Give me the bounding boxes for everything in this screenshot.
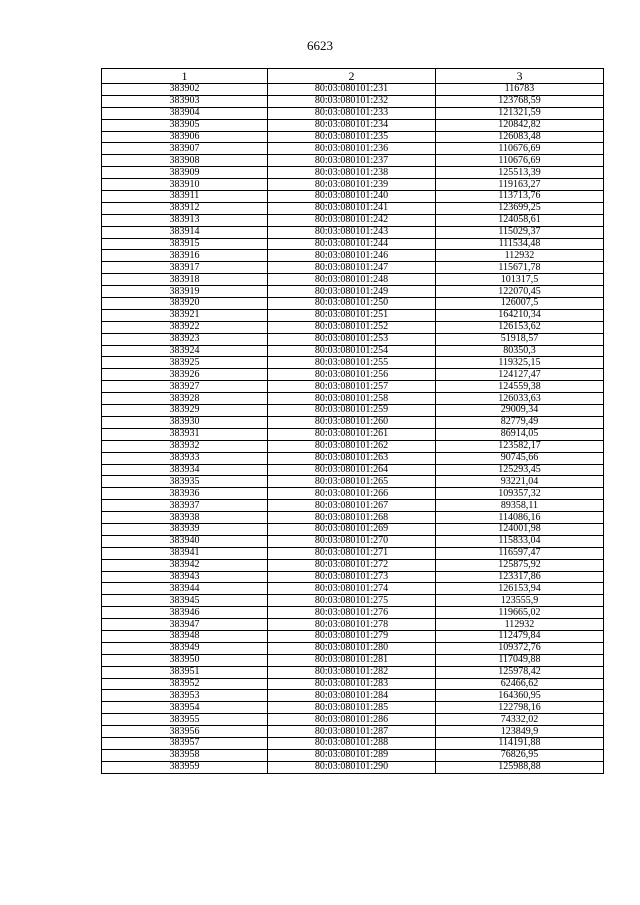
- cadastral-number-cell: 80:03:080101:258: [268, 393, 436, 405]
- value-cell: 80350,3: [436, 345, 604, 357]
- row-number-cell: 383949: [102, 642, 268, 654]
- table-row: [102, 761, 604, 773]
- cadastral-number-cell: 80:03:080101:290: [268, 761, 436, 773]
- table-row: [102, 571, 604, 583]
- table-row: [102, 416, 604, 428]
- value-cell: 93221,04: [436, 476, 604, 488]
- cadastral-number-cell: 80:03:080101:282: [268, 666, 436, 678]
- value-cell: 126153,62: [436, 321, 604, 333]
- table-row: [102, 155, 604, 167]
- cadastral-number-cell: 80:03:080101:288: [268, 737, 436, 749]
- cadastral-number-cell: 80:03:080101:259: [268, 405, 436, 417]
- row-number-cell: 383953: [102, 690, 268, 702]
- value-cell: 110676,69: [436, 155, 604, 167]
- cadastral-number-cell: 80:03:080101:236: [268, 143, 436, 155]
- value-cell: 101317,5: [436, 274, 604, 286]
- cadastral-number-cell: 80:03:080101:248: [268, 274, 436, 286]
- value-cell: 112932: [436, 619, 604, 631]
- cadastral-number-cell: 80:03:080101:234: [268, 119, 436, 131]
- cadastral-number-cell: 80:03:080101:261: [268, 428, 436, 440]
- value-cell: 112932: [436, 250, 604, 262]
- table-row: [102, 737, 604, 749]
- row-number-cell: 383910: [102, 179, 268, 191]
- value-cell: 124001,98: [436, 523, 604, 535]
- table-row: [102, 131, 604, 143]
- row-number-cell: 383906: [102, 131, 268, 143]
- table-row: [102, 369, 604, 381]
- row-number-cell: 383923: [102, 333, 268, 345]
- cadastral-number-cell: 80:03:080101:274: [268, 583, 436, 595]
- value-cell: 120842,82: [436, 119, 604, 131]
- cadastral-number-cell: 80:03:080101:284: [268, 690, 436, 702]
- cadastral-number-cell: 80:03:080101:235: [268, 131, 436, 143]
- row-number-cell: 383904: [102, 107, 268, 119]
- cadastral-number-cell: 80:03:080101:273: [268, 571, 436, 583]
- cadastral-number-cell: 80:03:080101:272: [268, 559, 436, 571]
- table-row: [102, 202, 604, 214]
- row-number-cell: 383952: [102, 678, 268, 690]
- table-row: [102, 191, 604, 203]
- cadastral-number-cell: 80:03:080101:276: [268, 607, 436, 619]
- row-number-cell: 383902: [102, 84, 268, 96]
- cadastral-number-cell: 80:03:080101:289: [268, 749, 436, 761]
- value-cell: 110676,69: [436, 143, 604, 155]
- row-number-cell: 383931: [102, 428, 268, 440]
- value-cell: 124058,61: [436, 214, 604, 226]
- table-header-row: [102, 69, 604, 84]
- table-header: [102, 69, 604, 84]
- value-cell: 123768,59: [436, 95, 604, 107]
- value-cell: 123317,86: [436, 571, 604, 583]
- value-cell: 109357,32: [436, 488, 604, 500]
- cadastral-number-cell: 80:03:080101:257: [268, 381, 436, 393]
- row-number-cell: 383951: [102, 666, 268, 678]
- column-header-1: 1: [102, 69, 268, 84]
- cadastral-number-cell: 80:03:080101:265: [268, 476, 436, 488]
- table-row: [102, 690, 604, 702]
- table-row: [102, 393, 604, 405]
- column-header-2: 2: [268, 69, 436, 84]
- value-cell: 126153,94: [436, 583, 604, 595]
- table-row: [102, 488, 604, 500]
- cadastral-number-cell: 80:03:080101:252: [268, 321, 436, 333]
- row-number-cell: 383905: [102, 119, 268, 131]
- table-row: [102, 428, 604, 440]
- data-table: [101, 68, 604, 774]
- row-number-cell: 383945: [102, 595, 268, 607]
- row-number-cell: 383955: [102, 714, 268, 726]
- table-row: [102, 321, 604, 333]
- cadastral-number-cell: 80:03:080101:254: [268, 345, 436, 357]
- row-number-cell: 383911: [102, 191, 268, 203]
- cadastral-number-cell: 80:03:080101:253: [268, 333, 436, 345]
- value-cell: 112479,84: [436, 630, 604, 642]
- row-number-cell: 383903: [102, 95, 268, 107]
- value-cell: 114191,88: [436, 737, 604, 749]
- table-row: [102, 286, 604, 298]
- row-number-cell: 383954: [102, 702, 268, 714]
- table-row: [102, 500, 604, 512]
- table-row: [102, 678, 604, 690]
- cadastral-number-cell: 80:03:080101:287: [268, 726, 436, 738]
- row-number-cell: 383947: [102, 619, 268, 631]
- row-number-cell: 383942: [102, 559, 268, 571]
- cadastral-number-cell: 80:03:080101:278: [268, 619, 436, 631]
- value-cell: 164360,95: [436, 690, 604, 702]
- row-number-cell: 383932: [102, 440, 268, 452]
- table-row: [102, 381, 604, 393]
- value-cell: 126033,63: [436, 393, 604, 405]
- value-cell: 116597,47: [436, 547, 604, 559]
- value-cell: 125875,92: [436, 559, 604, 571]
- value-cell: 126007,5: [436, 298, 604, 310]
- table-row: [102, 179, 604, 191]
- value-cell: 86914,05: [436, 428, 604, 440]
- table-row: [102, 84, 604, 96]
- table-row: [102, 95, 604, 107]
- table-row: [102, 107, 604, 119]
- cadastral-number-cell: 80:03:080101:246: [268, 250, 436, 262]
- value-cell: 117049,88: [436, 654, 604, 666]
- value-cell: 125978,42: [436, 666, 604, 678]
- cadastral-number-cell: 80:03:080101:279: [268, 630, 436, 642]
- row-number-cell: 383916: [102, 250, 268, 262]
- value-cell: 124127,47: [436, 369, 604, 381]
- page-number: 6623: [307, 38, 333, 53]
- cadastral-number-cell: 80:03:080101:275: [268, 595, 436, 607]
- row-number-cell: 383919: [102, 286, 268, 298]
- table-row: [102, 452, 604, 464]
- cadastral-number-cell: 80:03:080101:250: [268, 298, 436, 310]
- row-number-cell: 383936: [102, 488, 268, 500]
- value-cell: 90745,66: [436, 452, 604, 464]
- row-number-cell: 383930: [102, 416, 268, 428]
- cadastral-number-cell: 80:03:080101:240: [268, 191, 436, 203]
- cadastral-number-cell: 80:03:080101:237: [268, 155, 436, 167]
- value-cell: 74332,02: [436, 714, 604, 726]
- cadastral-number-cell: 80:03:080101:239: [268, 179, 436, 191]
- cadastral-number-cell: 80:03:080101:232: [268, 95, 436, 107]
- row-number-cell: 383907: [102, 143, 268, 155]
- cadastral-number-cell: 80:03:080101:286: [268, 714, 436, 726]
- table-body: [102, 84, 604, 774]
- row-number-cell: 383917: [102, 262, 268, 274]
- table-row: [102, 630, 604, 642]
- value-cell: 89358,11: [436, 500, 604, 512]
- row-number-cell: 383950: [102, 654, 268, 666]
- row-number-cell: 383909: [102, 167, 268, 179]
- cadastral-number-cell: 80:03:080101:262: [268, 440, 436, 452]
- table-row: [102, 119, 604, 131]
- value-cell: 119325,15: [436, 357, 604, 369]
- cadastral-number-cell: 80:03:080101:244: [268, 238, 436, 250]
- table-row: [102, 309, 604, 321]
- value-cell: 116783: [436, 84, 604, 96]
- table-row: [102, 405, 604, 417]
- row-number-cell: 383914: [102, 226, 268, 238]
- cadastral-number-cell: 80:03:080101:249: [268, 286, 436, 298]
- table-row: [102, 607, 604, 619]
- table-row: [102, 464, 604, 476]
- column-header-3: 3: [436, 69, 604, 84]
- table-row: [102, 559, 604, 571]
- value-cell: 76826,95: [436, 749, 604, 761]
- row-number-cell: 383928: [102, 393, 268, 405]
- value-cell: 122070,45: [436, 286, 604, 298]
- row-number-cell: 383926: [102, 369, 268, 381]
- value-cell: 164210,34: [436, 309, 604, 321]
- row-number-cell: 383959: [102, 761, 268, 773]
- row-number-cell: 383918: [102, 274, 268, 286]
- table-row: [102, 440, 604, 452]
- cadastral-number-cell: 80:03:080101:238: [268, 167, 436, 179]
- table-row: [102, 345, 604, 357]
- table-row: [102, 666, 604, 678]
- cadastral-number-cell: 80:03:080101:269: [268, 523, 436, 535]
- row-number-cell: 383940: [102, 535, 268, 547]
- value-cell: 119665,02: [436, 607, 604, 619]
- value-cell: 113713,76: [436, 191, 604, 203]
- cadastral-number-cell: 80:03:080101:255: [268, 357, 436, 369]
- table-row: [102, 523, 604, 535]
- cadastral-number-cell: 80:03:080101:256: [268, 369, 436, 381]
- row-number-cell: 383946: [102, 607, 268, 619]
- row-number-cell: 383935: [102, 476, 268, 488]
- table-row: [102, 642, 604, 654]
- value-cell: 109372,76: [436, 642, 604, 654]
- table-row: [102, 535, 604, 547]
- row-number-cell: 383927: [102, 381, 268, 393]
- row-number-cell: 383915: [102, 238, 268, 250]
- table-row: [102, 298, 604, 310]
- table-row: [102, 476, 604, 488]
- value-cell: 119163,27: [436, 179, 604, 191]
- row-number-cell: 383913: [102, 214, 268, 226]
- value-cell: 122798,16: [436, 702, 604, 714]
- row-number-cell: 383956: [102, 726, 268, 738]
- cadastral-number-cell: 80:03:080101:247: [268, 262, 436, 274]
- table-row: [102, 654, 604, 666]
- table-row: [102, 357, 604, 369]
- row-number-cell: 383908: [102, 155, 268, 167]
- cadastral-number-cell: 80:03:080101:271: [268, 547, 436, 559]
- row-number-cell: 383934: [102, 464, 268, 476]
- row-number-cell: 383938: [102, 512, 268, 524]
- value-cell: 111534,48: [436, 238, 604, 250]
- row-number-cell: 383937: [102, 500, 268, 512]
- cadastral-number-cell: 80:03:080101:270: [268, 535, 436, 547]
- value-cell: 125293,45: [436, 464, 604, 476]
- table-row: [102, 143, 604, 155]
- table-row: [102, 238, 604, 250]
- cadastral-number-cell: 80:03:080101:243: [268, 226, 436, 238]
- row-number-cell: 383948: [102, 630, 268, 642]
- value-cell: 126083,48: [436, 131, 604, 143]
- value-cell: 115671,78: [436, 262, 604, 274]
- row-number-cell: 383944: [102, 583, 268, 595]
- table-row: [102, 262, 604, 274]
- row-number-cell: 383939: [102, 523, 268, 535]
- table-row: [102, 333, 604, 345]
- value-cell: 123699,25: [436, 202, 604, 214]
- table-row: [102, 714, 604, 726]
- cadastral-number-cell: 80:03:080101:283: [268, 678, 436, 690]
- row-number-cell: 383925: [102, 357, 268, 369]
- value-cell: 123582,17: [436, 440, 604, 452]
- row-number-cell: 383929: [102, 405, 268, 417]
- value-cell: 29009,34: [436, 405, 604, 417]
- value-cell: 125988,88: [436, 761, 604, 773]
- table-row: [102, 619, 604, 631]
- row-number-cell: 383924: [102, 345, 268, 357]
- table-row: [102, 583, 604, 595]
- cadastral-number-cell: 80:03:080101:264: [268, 464, 436, 476]
- value-cell: 125513,39: [436, 167, 604, 179]
- table-row: [102, 274, 604, 286]
- value-cell: 121321,59: [436, 107, 604, 119]
- table-row: [102, 226, 604, 238]
- row-number-cell: 383941: [102, 547, 268, 559]
- cadastral-number-cell: 80:03:080101:263: [268, 452, 436, 464]
- cadastral-number-cell: 80:03:080101:260: [268, 416, 436, 428]
- cadastral-number-cell: 80:03:080101:233: [268, 107, 436, 119]
- table-row: [102, 167, 604, 179]
- cadastral-number-cell: 80:03:080101:231: [268, 84, 436, 96]
- value-cell: 114086,16: [436, 512, 604, 524]
- row-number-cell: 383943: [102, 571, 268, 583]
- table-row: [102, 250, 604, 262]
- row-number-cell: 383922: [102, 321, 268, 333]
- row-number-cell: 383957: [102, 737, 268, 749]
- cadastral-number-cell: 80:03:080101:268: [268, 512, 436, 524]
- table-row: [102, 547, 604, 559]
- value-cell: 115833,04: [436, 535, 604, 547]
- row-number-cell: 383958: [102, 749, 268, 761]
- row-number-cell: 383920: [102, 298, 268, 310]
- table-row: [102, 595, 604, 607]
- table-row: [102, 726, 604, 738]
- table-row: [102, 702, 604, 714]
- cadastral-number-cell: 80:03:080101:266: [268, 488, 436, 500]
- table-row: [102, 749, 604, 761]
- row-number-cell: 383921: [102, 309, 268, 321]
- value-cell: 123555,9: [436, 595, 604, 607]
- cadastral-number-cell: 80:03:080101:285: [268, 702, 436, 714]
- table-row: [102, 214, 604, 226]
- table-row: [102, 512, 604, 524]
- cadastral-number-cell: 80:03:080101:251: [268, 309, 436, 321]
- cadastral-number-cell: 80:03:080101:267: [268, 500, 436, 512]
- value-cell: 82779,49: [436, 416, 604, 428]
- value-cell: 62466,62: [436, 678, 604, 690]
- value-cell: 123849,9: [436, 726, 604, 738]
- cadastral-number-cell: 80:03:080101:280: [268, 642, 436, 654]
- row-number-cell: 383912: [102, 202, 268, 214]
- cadastral-number-cell: 80:03:080101:242: [268, 214, 436, 226]
- value-cell: 115029,37: [436, 226, 604, 238]
- cadastral-number-cell: 80:03:080101:281: [268, 654, 436, 666]
- value-cell: 51918,57: [436, 333, 604, 345]
- cadastral-number-cell: 80:03:080101:241: [268, 202, 436, 214]
- value-cell: 124559,38: [436, 381, 604, 393]
- row-number-cell: 383933: [102, 452, 268, 464]
